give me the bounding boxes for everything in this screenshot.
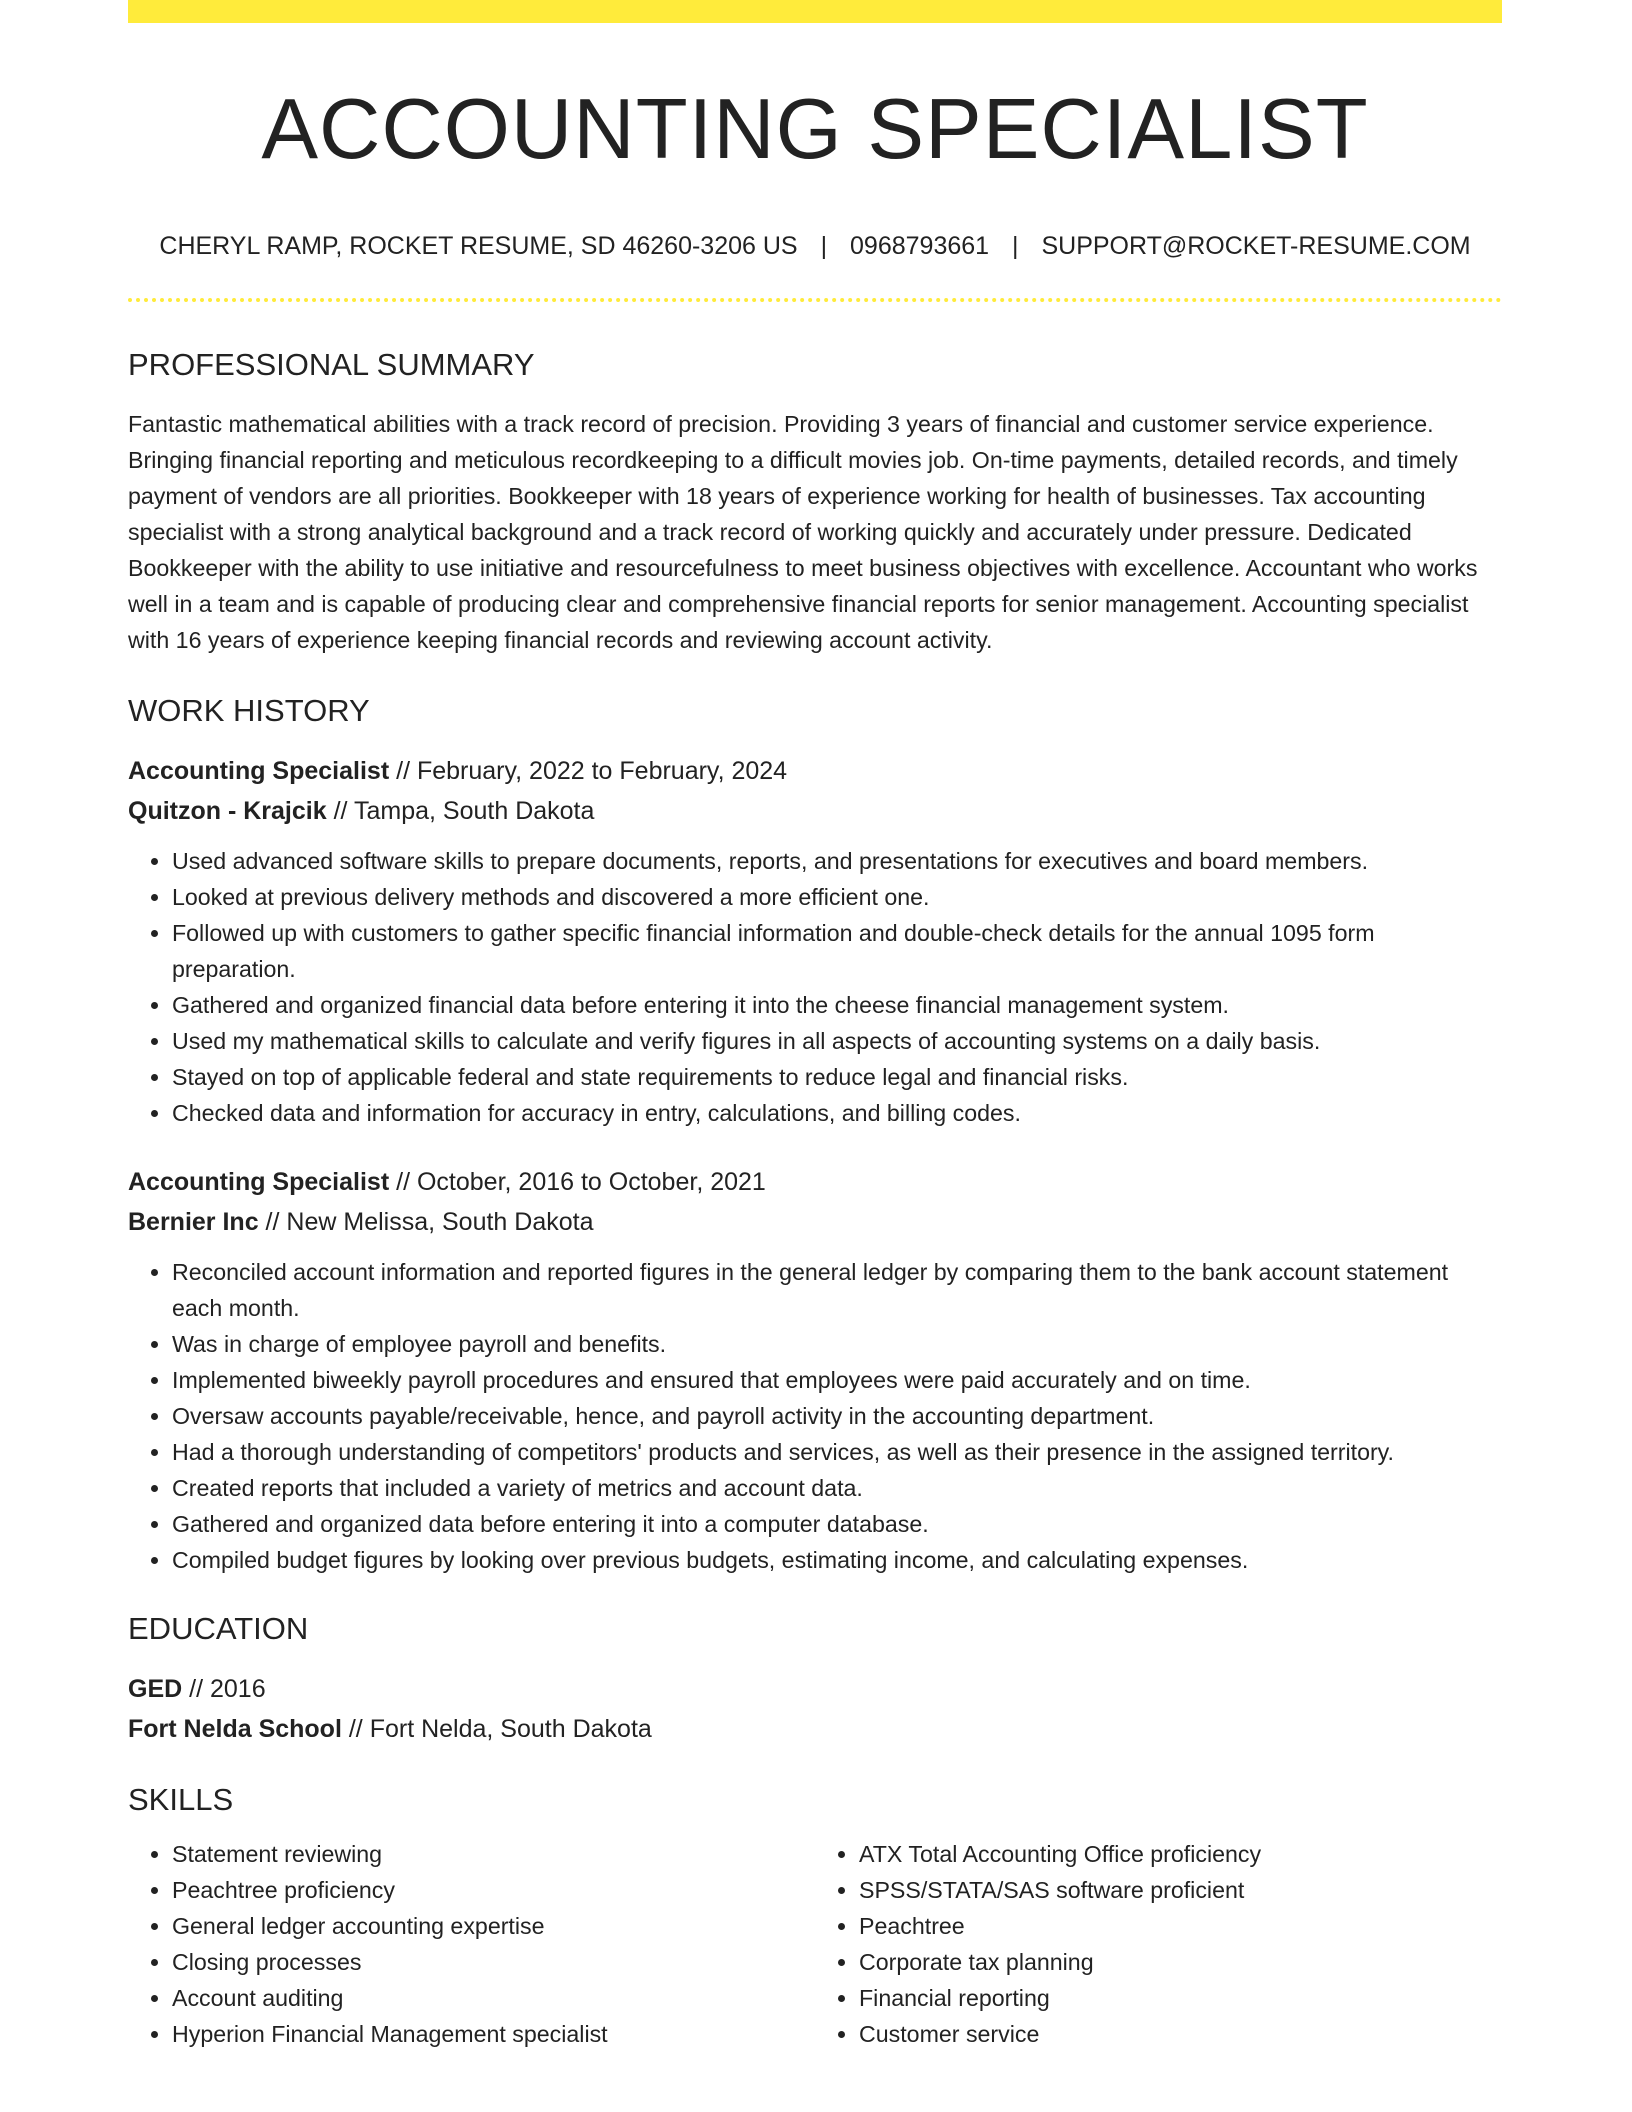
contact-phone: 0968793661: [850, 231, 990, 260]
job-bullet: • Gathered and organized data before entering it into a computer database.: [172, 1506, 1502, 1542]
job-bullet: • Checked data and information for accuracy in entry, calculations, and billing codes.: [172, 1095, 1502, 1131]
field-separator: //: [326, 796, 354, 825]
job-company: Bernier Inc: [128, 1207, 259, 1236]
skill-item: • Financial reporting: [859, 1980, 1502, 2016]
contact-email: SUPPORT@ROCKET-RESUME.COM: [1041, 231, 1471, 260]
field-separator: //: [389, 756, 417, 785]
work-history-heading: WORK HISTORY: [128, 692, 370, 728]
skill-item: • Peachtree proficiency: [172, 1872, 815, 1908]
job-bullet: • Was in charge of employee payroll and benefits.: [172, 1326, 1502, 1362]
job-title-line: [128, 751, 1502, 791]
dotted-divider: [128, 298, 1502, 302]
field-separator: //: [182, 1675, 210, 1704]
accent-top-bar: [128, 0, 1502, 23]
job-bullet: • Reconciled account information and reported figures in the general ledger by comparing them to the bank account statement each month.: [172, 1254, 1502, 1326]
skill-item: • Peachtree: [859, 1908, 1502, 1944]
school-location: Fort Nelda, South Dakota: [369, 1715, 652, 1744]
job-dates: February, 2022 to February, 2024: [416, 756, 788, 785]
contact-address: CHERYL RAMP, ROCKET RESUME, SD 46260-3206 US: [159, 231, 798, 260]
degree-line: [128, 1669, 1502, 1709]
job-bullet: • Followed up with customers to gather specific financial information and double-check details for the annual 1095 form preparation.: [172, 915, 1502, 987]
field-separator: //: [389, 1167, 417, 1196]
degree-year: 2016: [209, 1675, 266, 1704]
job-bullets: [128, 843, 1502, 1131]
job-bullet: • Created reports that included a variety of metrics and account data.: [172, 1470, 1502, 1506]
skill-item: • Customer service: [859, 2016, 1502, 2052]
job-bullet: • Implemented biweekly payroll procedures and ensured that employees were paid accurately and on time.: [172, 1362, 1502, 1398]
resume-page: [128, 0, 1502, 2052]
job-title: Accounting Specialist: [128, 756, 390, 785]
contact-separator: |: [820, 231, 828, 260]
education-heading: EDUCATION: [128, 1610, 309, 1646]
job-dates: October, 2016 to October, 2021: [416, 1167, 766, 1196]
skill-item: • Account auditing: [172, 1980, 815, 2016]
job-bullet: • Compiled budget figures by looking over previous budgets, estimating income, and calculating expenses.: [172, 1542, 1502, 1578]
job-location: Tampa, South Dakota: [353, 796, 595, 825]
job-bullet: • Oversaw accounts payable/receivable, hence, and payroll activity in the accounting department.: [172, 1398, 1502, 1434]
skill-item: • Corporate tax planning: [859, 1944, 1502, 1980]
summary-text: Fantastic mathematical abilities with a track record of precision. Providing 3 years of financial and customer service experience. Bringing financial reporting and meticulous recordkeeping to a difficult movies job. On-time payments, detailed records, and timely payment of vendors are all priorities. Bookkeeper with 18 years of experience working for health of businesses. Tax accounting specialist with a strong analytical background and a track record of working quickly and accurately under pressure. Dedicated Bookkeeper with the ability to use initiative and resourcefulness to meet business objectives with excellence. Accountant who works well in a team and is capable of producing clear and comprehensive financial reports for senior management. Accounting specialist with 16 years of experience keeping financial records and reviewing account activity.: [128, 410, 1478, 653]
field-separator: //: [341, 1715, 370, 1744]
job-bullet: • Gathered and organized financial data before entering it into the cheese financial management system.: [172, 987, 1502, 1023]
skills-list-right: [815, 1836, 1502, 2052]
field-separator: //: [258, 1207, 287, 1236]
job-entry: [128, 751, 1502, 1131]
resume-title: ACCOUNTING SPECIALIST: [261, 82, 1369, 177]
skill-item: • Closing processes: [172, 1944, 815, 1980]
skills-list-left: [128, 1836, 815, 2052]
skill-item: • Statement reviewing: [172, 1836, 815, 1872]
job-bullet: • Stayed on top of applicable federal and state requirements to reduce legal and financial risks.: [172, 1059, 1502, 1095]
skills-grid: [128, 1836, 1502, 2052]
skill-item: • SPSS/STATA/SAS software proficient: [859, 1872, 1502, 1908]
contact-line: [128, 231, 1502, 261]
job-title-line: [128, 1162, 1502, 1202]
job-bullets: [128, 1254, 1502, 1578]
job-company-line: [128, 1202, 1502, 1242]
job-bullet: • Used advanced software skills to prepare documents, reports, and presentations for executives and board members.: [172, 843, 1502, 879]
skill-item: • Hyperion Financial Management specialist: [172, 2016, 815, 2052]
job-bullet: • Looked at previous delivery methods and discovered a more efficient one.: [172, 879, 1502, 915]
skills-heading: SKILLS: [128, 1782, 234, 1818]
job-bullet: • Used my mathematical skills to calculate and verify figures in all aspects of accounting systems on a daily basis.: [172, 1023, 1502, 1059]
job-bullet: • Had a thorough understanding of competitors' products and services, as well as their presence in the assigned territory.: [172, 1434, 1502, 1470]
skill-item: • ATX Total Accounting Office proficiency: [859, 1836, 1502, 1872]
job-entry: [128, 1162, 1502, 1578]
job-company: Quitzon - Krajcik: [128, 796, 327, 825]
skill-item: • General ledger accounting expertise: [172, 1908, 815, 1944]
job-title: Accounting Specialist: [128, 1167, 390, 1196]
contact-separator: |: [1012, 231, 1019, 260]
job-location: New Melissa, South Dakota: [286, 1207, 594, 1236]
school-line: [128, 1709, 1502, 1749]
job-company-line: [128, 791, 1502, 831]
degree: GED: [128, 1675, 183, 1704]
summary-heading: PROFESSIONAL SUMMARY: [128, 346, 535, 382]
school-name: Fort Nelda School: [128, 1715, 342, 1744]
